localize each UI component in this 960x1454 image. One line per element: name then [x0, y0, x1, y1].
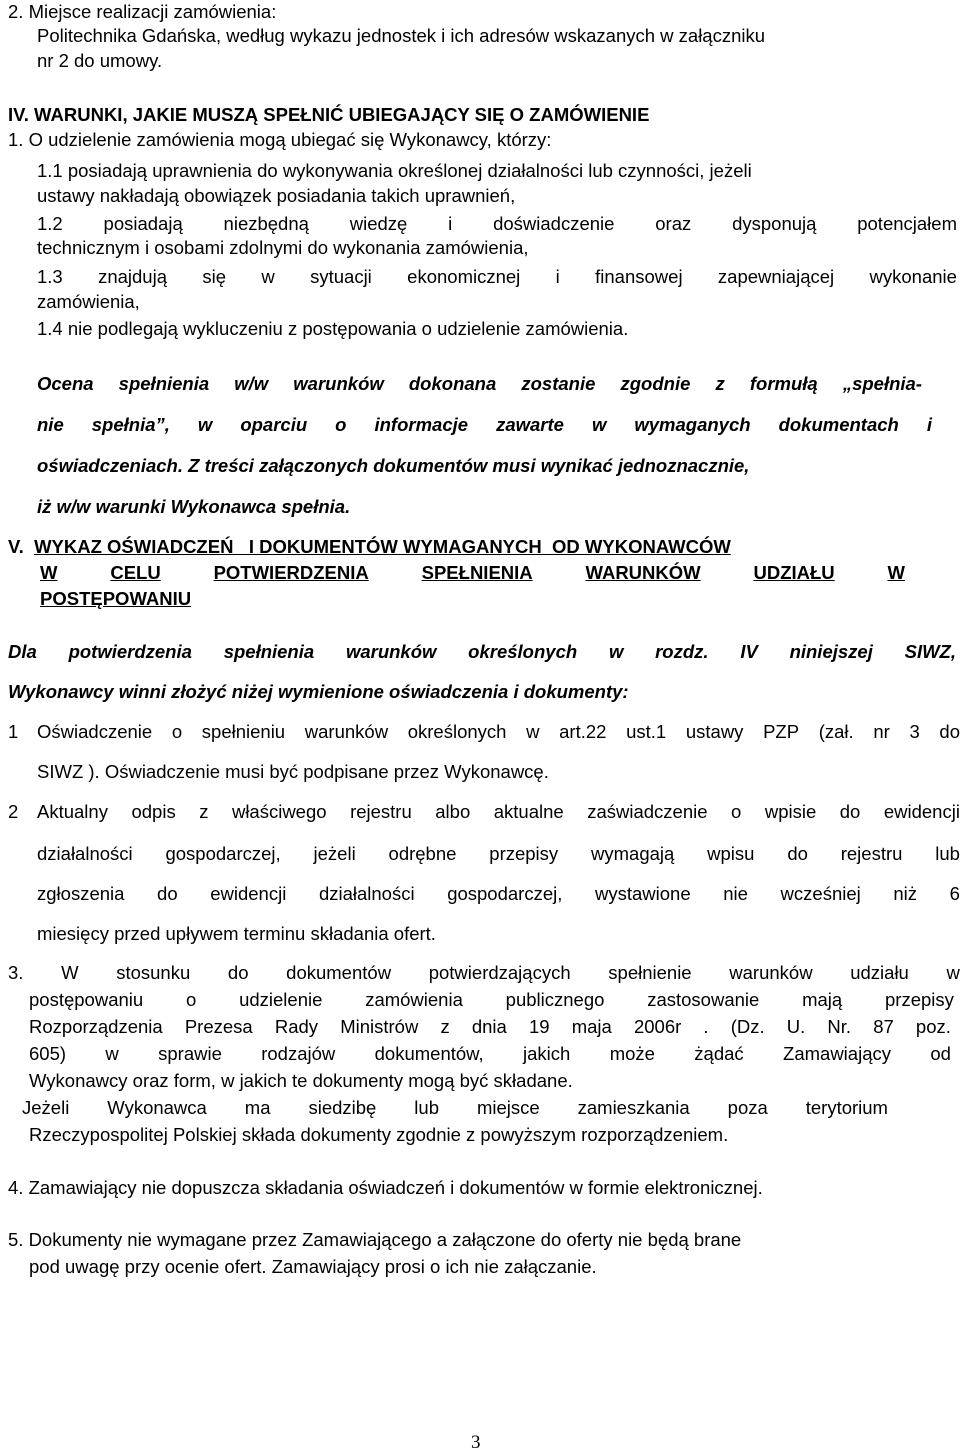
section-5-heading-cont: POSTĘPOWANIU: [40, 588, 192, 609]
item-1-number: 1: [8, 721, 19, 742]
item-3-text: Rozporządzenia Prezesa Rady Ministrów z dnia 19 maja 2006r . (Dz. U. Nr. 87 poz.: [29, 1016, 951, 1037]
confirmation-intro-cont: Wykonawcy winni złożyć niżej wymienione oświadczenia i dokumenty:: [8, 681, 629, 702]
page-number: 3: [471, 1432, 481, 1453]
item-2-text: działalności gospodarczej, jeżeli odrębne przepisy wymagają wpisu do rejestru lub: [37, 843, 960, 864]
section-2-line: Politechnika Gdańska, według wykazu jednostek i ich adresów wskazanych w załączniku: [37, 25, 766, 46]
item-3-text: Rzeczypospolitej Polskiej składa dokumenty zgodnie z powyższym rozporządzeniem.: [29, 1124, 729, 1145]
condition-1-3: 1.3 znajdują się w sytuacji ekonomicznej i finansowej zapewniającej wykonanie: [37, 266, 957, 287]
section-4-heading: IV. WARUNKI, JAKIE MUSZĄ SPEŁNIĆ UBIEGAJĄCY SIĘ O ZAMÓWIENIE: [8, 104, 650, 125]
section-4-intro: 1. O udzielenie zamówienia mogą ubiegać się Wykonawcy, którzy:: [8, 129, 552, 150]
section-5-heading: V. WYKAZ OŚWIADCZEŃ I DOKUMENTÓW WYMAGANYCH OD WYKONAWCÓW: [8, 536, 731, 557]
item-2-text: Aktualny odpis z właściwego rejestru albo aktualne zaświadczenie o wpisie do ewidencji: [37, 801, 960, 822]
section-5-heading-cont: W CELU POTWIERDZENIA SPEŁNIENIA WARUNKÓW UDZIAŁU W: [40, 562, 905, 583]
item-1-text-cont: SIWZ ). Oświadczenie musi być podpisane przez Wykonawcę.: [37, 761, 549, 782]
condition-1-1: 1.1 posiadają uprawnienia do wykonywania określonej działalności lub czynności, jeżeli: [37, 160, 752, 181]
item-3-text: Wykonawcy oraz form, w jakich te dokumenty mogą być składane.: [29, 1070, 573, 1091]
item-2-number: 2: [8, 801, 19, 822]
item-5-text: 5. Dokumenty nie wymagane przez Zamawiającego a załączone do oferty nie będą brane: [8, 1229, 742, 1250]
item-4-text: 4. Zamawiający nie dopuszcza składania oświadczeń i dokumentów w formie elektronicznej.: [8, 1177, 763, 1198]
item-5-text: pod uwagę przy ocenie ofert. Zamawiający prosi o ich nie załączanie.: [29, 1256, 597, 1277]
item-2-text: zgłoszenia do ewidencji działalności gospodarczej, wystawione nie wcześniej niż 6: [37, 883, 960, 904]
assessment-line: nie spełnia”, w oparciu o informacje zawarte w wymaganych dokumentach i: [37, 414, 932, 435]
item-3-text: Jeżeli Wykonawca ma siedzibę lub miejsce zamieszkania poza terytorium: [22, 1097, 888, 1118]
item-2-text: miesięcy przed upływem terminu składania ofert.: [37, 923, 436, 944]
assessment-line: iż w/w warunki Wykonawca spełnia.: [37, 496, 351, 517]
assessment-line: oświadczeniach. Z treści załączonych dokumentów musi wynikać jednoznacznie,: [37, 455, 750, 476]
condition-1-2: 1.2 posiadają niezbędną wiedzę i doświadczenie oraz dysponują potencjałem: [37, 213, 957, 234]
condition-1-3-cont: zamówienia,: [37, 291, 140, 312]
assessment-line: Ocena spełnienia w/w warunków dokonana zostanie zgodnie z formułą „spełnia-: [37, 373, 922, 394]
condition-1-2-cont: technicznym i osobami zdolnymi do wykonania zamówienia,: [37, 237, 529, 258]
item-1-text: Oświadczenie o spełnieniu warunków określonych w art.22 ust.1 ustawy PZP (zał. nr 3 do: [37, 721, 960, 742]
confirmation-intro: Dla potwierdzenia spełnienia warunków określonych w rozdz. IV niniejszej SIWZ,: [8, 641, 956, 662]
section-2-heading: 2. Miejsce realizacji zamówienia:: [8, 1, 277, 22]
condition-1-4: 1.4 nie podlegają wykluczeniu z postępowania o udzielenie zamówienia.: [37, 318, 629, 339]
condition-1-1-cont: ustawy nakładają obowiązek posiadania takich uprawnień,: [37, 185, 516, 206]
item-3-text: postępowaniu o udzielenie zamówienia publicznego zastosowanie mają przepisy: [29, 989, 954, 1010]
section-2-line: nr 2 do umowy.: [37, 50, 163, 71]
item-3-text: 605) w sprawie rodzajów dokumentów, jakich może żądać Zamawiający od: [29, 1043, 951, 1064]
item-3-text: 3. W stosunku do dokumentów potwierdzających spełnienie warunków udziału w: [8, 962, 960, 983]
